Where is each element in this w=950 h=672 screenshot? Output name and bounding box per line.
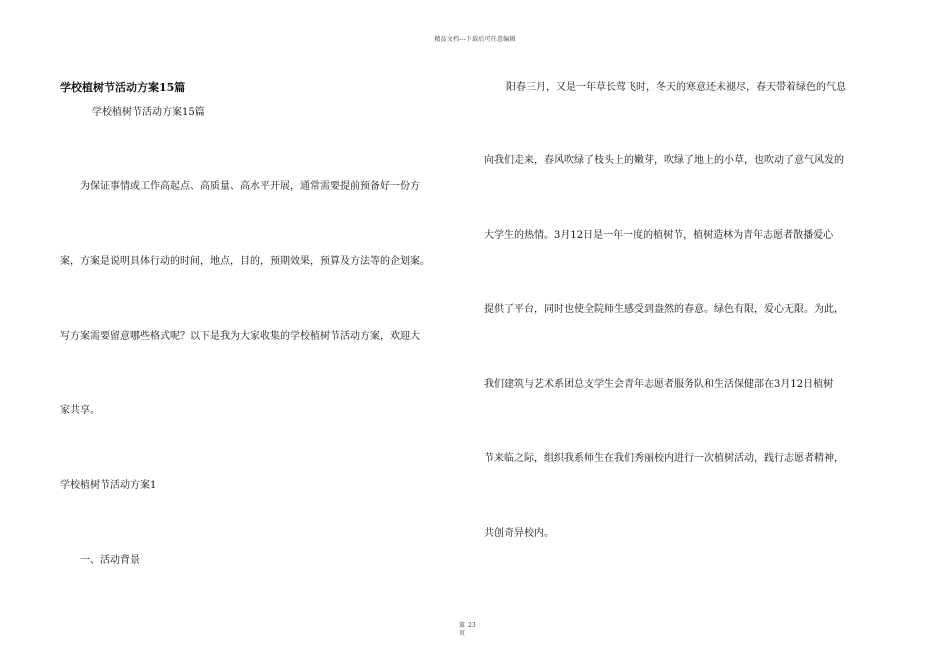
header-note: 精品文档---下载后可任意编辑 — [434, 36, 516, 43]
intro-paragraph-line: 家共享。 — [60, 405, 100, 416]
intro-paragraph-line: 案，方案是说明具体行动的时间，地点，目的，预期效果，预算及方法等的企划案。 — [60, 256, 430, 267]
body-text-line: 向我们走来，春风吹绿了枝头上的嫩芽，吹绿了地上的小草，也吹动了意气风发的 — [484, 155, 844, 166]
page-prefix: 第 — [459, 622, 466, 629]
body-text-line: 共创奇异校内。 — [484, 528, 554, 539]
page-suffix: 页 — [459, 630, 466, 637]
body-text-line: 我们建筑与艺术系团总支学生会青年志愿者服务队和生活保健部在3月12日植树 — [484, 379, 834, 390]
body-text-line: 阳春三月，又是一年草长莺飞时，冬天的寒意还未褪尽，春天带着绿色的气息 — [506, 82, 846, 93]
document-subtitle: 学校植树节活动方案15篇 — [92, 107, 205, 118]
section-heading: 学校植树节活动方案1 — [60, 480, 157, 491]
subsection-heading: 一、活动背景 — [80, 555, 140, 566]
body-text-line: 大学生的热情。3月12日是一年一度的植树节，植树造林为青年志愿者散播爱心 — [484, 230, 834, 241]
intro-paragraph-line: 为保证事情或工作高起点、高质量、高水平开展，通常需要提前预备好一份方 — [80, 181, 420, 192]
intro-paragraph-line: 写方案需要留意哪些格式呢？以下是我为大家收集的学校植树节活动方案，欢迎大 — [60, 331, 420, 342]
document-title: 学校植树节活动方案15篇 — [60, 81, 186, 94]
page-number: 23 — [468, 622, 476, 629]
page-number-footer — [459, 622, 476, 638]
body-text-line: 节来临之际，组织我系师生在我们秀丽校内进行一次植树活动，践行志愿者精神， — [484, 453, 844, 464]
body-text-line: 提供了平台，同时也使全院师生感受到盎然的春意。绿色有限，爱心无限。为此， — [484, 304, 844, 315]
